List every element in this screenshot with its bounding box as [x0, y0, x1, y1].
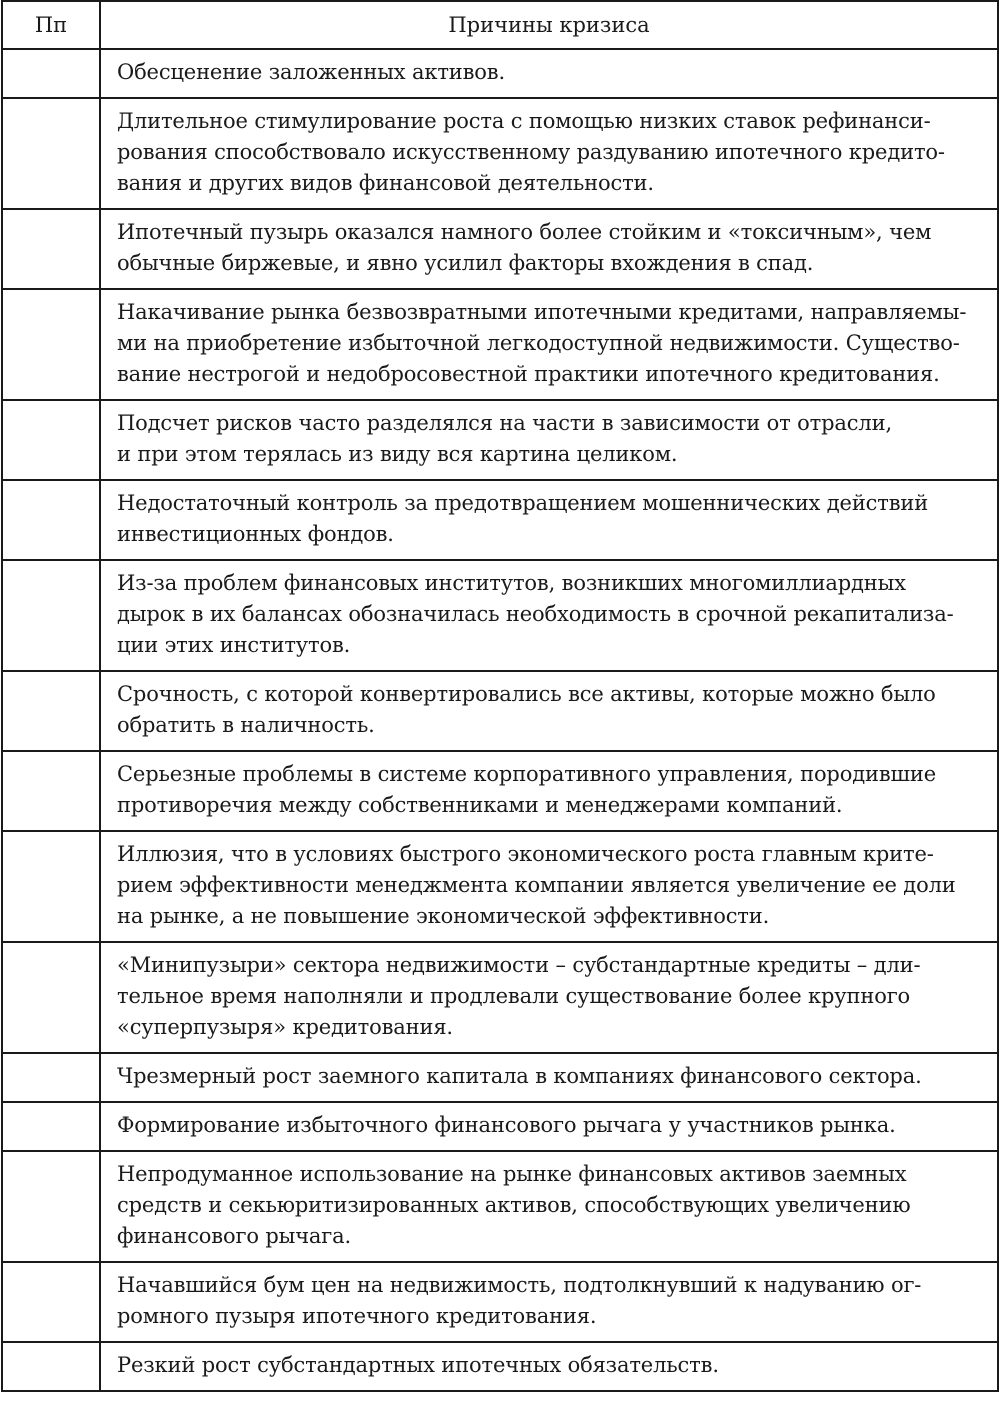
table-row — [2, 831, 998, 942]
table-row — [2, 1262, 998, 1342]
cause-text-line: ции этих институтов. — [117, 633, 351, 657]
row-number-cell — [2, 1102, 100, 1151]
table-row — [2, 480, 998, 560]
cause-text-line: Серьезные проблемы в системе корпоративного управления, породившие — [117, 762, 937, 786]
table-row — [2, 671, 998, 751]
cause-cell — [100, 751, 998, 831]
table-row — [2, 751, 998, 831]
cause-cell — [100, 49, 998, 98]
row-number-cell — [2, 1053, 100, 1102]
row-number-cell — [2, 942, 100, 1053]
table-row — [2, 289, 998, 400]
row-number-cell — [2, 98, 100, 209]
cause-cell — [100, 942, 998, 1053]
cause-text-line: обратить в наличность. — [117, 713, 375, 737]
cause-text-line: средств и секьюритизированных активов, способствующих увеличению — [117, 1193, 911, 1217]
row-number-cell — [2, 751, 100, 831]
table-row — [2, 1102, 998, 1151]
row-number-cell — [2, 1151, 100, 1262]
cause-text-line: вание нестрогой и недобросовестной практики ипотечного кредитования. — [117, 362, 940, 386]
cause-text-line: Накачивание рынка безвозвратными ипотечными кредитами, направляемы- — [117, 300, 967, 324]
table-row — [2, 400, 998, 480]
cause-text-line: тельное время наполняли и продлевали существование более крупного — [117, 984, 911, 1008]
cause-text-line: и при этом терялась из виду вся картина целиком. — [117, 442, 678, 466]
cause-cell — [100, 560, 998, 671]
cause-cell — [100, 1262, 998, 1342]
cause-text-line: противоречия между собственниками и менеджерами компаний. — [117, 793, 843, 817]
table-body — [2, 49, 998, 1391]
table-row — [2, 98, 998, 209]
cause-cell — [100, 831, 998, 942]
cause-cell — [100, 400, 998, 480]
cause-text-line: рием эффективности менеджмента компании является увеличение ее доли — [117, 873, 956, 897]
cause-text-line: рования способствовало искусственному раздуванию ипотечного кредито- — [117, 140, 945, 164]
cause-text-line: Чрезмерный рост заемного капитала в компаниях финансового сектора. — [117, 1064, 922, 1088]
row-number-cell — [2, 400, 100, 480]
cause-text-line: Иллюзия, что в условиях быстрого экономического роста главным крите- — [117, 842, 934, 866]
table-row — [2, 1342, 998, 1391]
row-number-cell — [2, 1342, 100, 1391]
row-number-cell — [2, 671, 100, 751]
cause-text-line: Подсчет рисков часто разделялся на части в зависимости от отрасли, — [117, 411, 892, 435]
cause-text-line: ромного пузыря ипотечного кредитования. — [117, 1304, 597, 1328]
row-number-cell — [2, 831, 100, 942]
row-number-cell — [2, 1262, 100, 1342]
column-header-number: Пп — [2, 1, 100, 49]
crisis-causes-table — [1, 0, 999, 1392]
cause-cell — [100, 1102, 998, 1151]
cause-text-line: «суперпузыря» кредитования. — [117, 1015, 453, 1039]
cause-text-line: Резкий рост субстандартных ипотечных обязательств. — [117, 1353, 719, 1377]
cause-cell — [100, 671, 998, 751]
cause-text-line: на рынке, а не повышение экономической эффективности. — [117, 904, 770, 928]
cause-cell — [100, 1151, 998, 1262]
table-row — [2, 1053, 998, 1102]
cause-text-line: Непродуманное использование на рынке финансовых активов заемных — [117, 1162, 907, 1186]
cause-cell — [100, 209, 998, 289]
cause-text-line: Ипотечный пузырь оказался намного более стойким и «токсичным», чем — [117, 220, 932, 244]
row-number-cell — [2, 209, 100, 289]
row-number-cell — [2, 289, 100, 400]
cause-text-line: обычные биржевые, и явно усилил факторы вхождения в спад. — [117, 251, 814, 275]
cause-text-line: Из-за проблем финансовых институтов, возникших многомиллиардных — [117, 571, 906, 595]
row-number-cell — [2, 49, 100, 98]
row-number-cell — [2, 480, 100, 560]
cause-cell — [100, 98, 998, 209]
cause-text-line: финансового рычага. — [117, 1224, 352, 1248]
table-row — [2, 49, 998, 98]
table-row — [2, 209, 998, 289]
cause-cell — [100, 1053, 998, 1102]
cause-text-line: вания и других видов финансовой деятельности. — [117, 171, 654, 195]
cause-cell — [100, 480, 998, 560]
table-row — [2, 1151, 998, 1262]
cause-text-line: Начавшийся бум цен на недвижимость, подтолкнувший к надуванию ог- — [117, 1273, 922, 1297]
row-number-cell — [2, 560, 100, 671]
cause-text-line: Недостаточный контроль за предотвращением мошеннических действий — [117, 491, 929, 515]
column-header-cause: Причины кризиса — [100, 1, 998, 49]
cause-cell — [100, 289, 998, 400]
table-header-row — [2, 1, 998, 49]
cause-text-line: Формирование избыточного финансового рычага у участников рынка. — [117, 1113, 896, 1137]
table-row — [2, 560, 998, 671]
cause-text-line: Обесценение заложенных активов. — [117, 60, 506, 84]
table-row — [2, 942, 998, 1053]
cause-cell — [100, 1342, 998, 1391]
cause-text-line: инвестиционных фондов. — [117, 522, 394, 546]
cause-text-line: «Минипузыри» сектора недвижимости – субстандартные кредиты – дли- — [117, 953, 921, 977]
cause-text-line: ми на приобретение избыточной легкодоступной недвижимости. Существо- — [117, 331, 960, 355]
cause-text-line: дырок в их балансах обозначилась необходимость в срочной рекапитализа- — [117, 602, 954, 626]
cause-text-line: Длительное стимулирование роста с помощью низких ставок рефинанси- — [117, 109, 931, 133]
cause-text-line: Срочность, с которой конвертировались все активы, которые можно было — [117, 682, 936, 706]
